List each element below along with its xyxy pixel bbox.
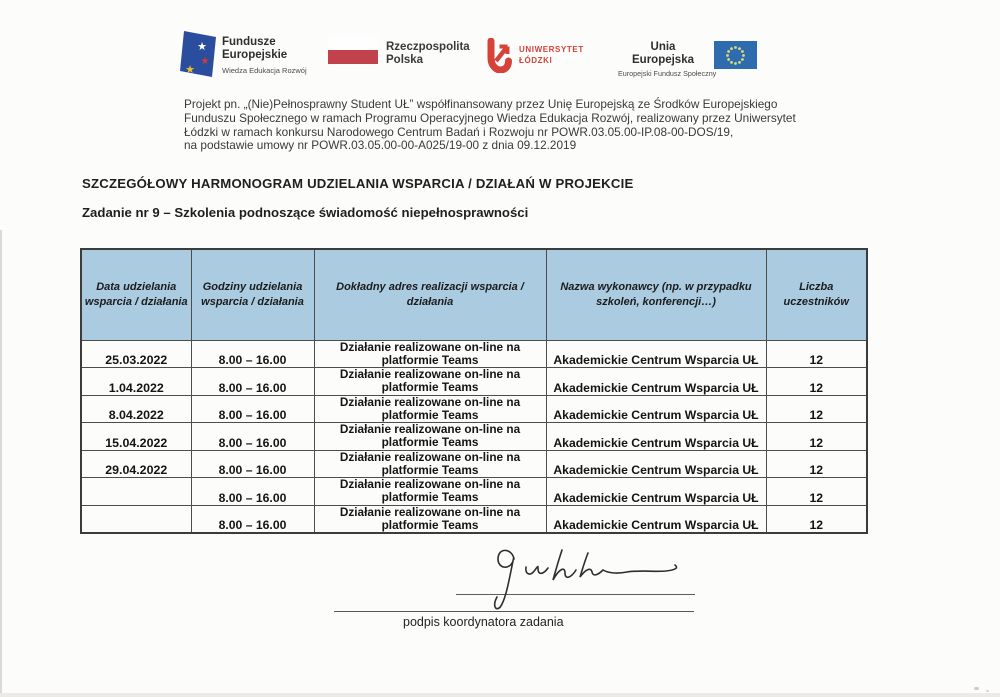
- fe-title-line2: Europejskie: [222, 49, 288, 61]
- cell-provider: Akademickie Centrum Wsparcia UŁ: [546, 450, 766, 478]
- ul-logo-text: [519, 45, 584, 66]
- table-row: [81, 423, 867, 451]
- cell-participants: 12: [766, 505, 867, 533]
- cell-hours: 8.00 – 16.00: [191, 423, 314, 451]
- header-provider: Nazwa wykonawcy (np. w przypadku szkoleń, konferencji…): [546, 249, 766, 340]
- signature-caption: podpis koordynatora zadania: [403, 615, 564, 629]
- cell-address: Działanie realizowane on-line na platformie Teams: [314, 505, 546, 533]
- svg-text:★: ★: [200, 56, 210, 67]
- cell-address: Działanie realizowane on-line na platformie Teams: [314, 423, 546, 451]
- poland-flag-icon: [328, 36, 378, 64]
- eu-logo-text: [618, 41, 717, 78]
- fe-title-line1: Fundusze: [222, 36, 276, 48]
- cell-provider: Akademickie Centrum Wsparcia UŁ: [546, 423, 766, 451]
- cell-date: 25.03.2022: [81, 340, 191, 368]
- cell-address: Działanie realizowane on-line na platformie Teams: [314, 368, 546, 396]
- project-intro-paragraph: [184, 98, 796, 153]
- svg-text:★: ★: [197, 41, 207, 53]
- cell-participants: 12: [766, 450, 867, 478]
- cell-provider: Akademickie Centrum Wsparcia UŁ: [546, 505, 766, 533]
- pl-line1: Rzeczpospolita: [386, 41, 470, 53]
- cell-participants: 12: [766, 478, 867, 506]
- header-participants: Liczba uczestników: [766, 249, 867, 340]
- scan-edge-left: [0, 230, 2, 697]
- cell-date: 15.04.2022: [81, 423, 191, 451]
- cell-address: Działanie realizowane on-line na platformie Teams: [314, 340, 546, 368]
- eu-subtitle: Europejski Fundusz Społeczny: [618, 69, 717, 78]
- cell-address: Działanie realizowane on-line na platformie Teams: [314, 478, 546, 506]
- cell-participants: 12: [766, 340, 867, 368]
- cell-provider: Akademickie Centrum Wsparcia UŁ: [546, 478, 766, 506]
- intro-line: Funduszu Społecznego w ramach Programu Operacyjnego Wiedza Edukacja Rozwój, realizowany przez Uniwersytet: [184, 110, 796, 125]
- table-row: [81, 340, 867, 368]
- cell-provider: Akademickie Centrum Wsparcia UŁ: [546, 340, 766, 368]
- cell-address: Działanie realizowane on-line na platformie Teams: [314, 395, 546, 423]
- header-hours: Godziny udzielania wsparcia / działania: [191, 249, 314, 340]
- main-heading: SZCZEGÓŁOWY HARMONOGRAM UDZIELANIA WSPARCIA / DZIAŁAŃ W PROJEKCIE: [82, 176, 634, 191]
- cell-hours: 8.00 – 16.00: [191, 450, 314, 478]
- header-date: Data udzielania wsparcia / działania: [81, 249, 191, 340]
- table-row: [81, 368, 867, 396]
- header-address: Dokładny adres realizacji wsparcia / działania: [314, 249, 546, 340]
- cell-date: 1.04.2022: [81, 368, 191, 396]
- task-heading: Zadanie nr 9 – Szkolenia podnoszące świadomość niepełnosprawności: [82, 205, 529, 220]
- eu-funds-flag-icon: [179, 30, 217, 78]
- scan-speck: [974, 687, 979, 690]
- cell-participants: 12: [766, 423, 867, 451]
- cell-hours: 8.00 – 16.00: [191, 505, 314, 533]
- schedule-table: [80, 248, 868, 534]
- university-of-lodz-icon: [486, 38, 513, 73]
- table-row: [81, 505, 867, 533]
- cell-date: 29.04.2022: [81, 450, 191, 478]
- cell-provider: Akademickie Centrum Wsparcia UŁ: [546, 395, 766, 423]
- signature-scribble: [468, 542, 703, 617]
- cell-participants: 12: [766, 368, 867, 396]
- ul-line2: ŁÓDZKI: [519, 55, 553, 65]
- intro-line: Projekt pn. „(Nie)Pełnosprawny Student UŁ” współfinansowany przez Unię Europejską ze Środków Europejskiego: [184, 97, 778, 111]
- table-header-row: [81, 249, 867, 340]
- cell-hours: 8.00 – 16.00: [191, 395, 314, 423]
- cell-date: [81, 478, 191, 506]
- fe-subtitle: Wiedza Edukacja Rozwój: [222, 66, 307, 75]
- pl-line2: Polska: [386, 54, 424, 66]
- fe-logo-text: [222, 36, 307, 75]
- scan-speck: [986, 690, 989, 692]
- eu-title: Unia Europejska: [632, 41, 694, 66]
- scan-edge-bottom: [0, 693, 1000, 697]
- cell-participants: 12: [766, 395, 867, 423]
- cell-date: [81, 505, 191, 533]
- cell-hours: 8.00 – 16.00: [191, 368, 314, 396]
- intro-line: na podstawie umowy nr POWR.03.05.00-00-A025/19-00 z dnia 09.12.2019: [184, 138, 577, 153]
- intro-line: Łódzki w ramach konkursu Narodowego Centrum Badań i Rozwoju nr POWR.03.05.00-IP.08-00-DOS/19,: [184, 124, 734, 139]
- svg-text:★: ★: [185, 64, 195, 76]
- cell-hours: 8.00 – 16.00: [191, 340, 314, 368]
- cell-address: Działanie realizowane on-line na platformie Teams: [314, 450, 546, 478]
- table-row: [81, 450, 867, 478]
- table-row: [81, 478, 867, 506]
- cell-provider: Akademickie Centrum Wsparcia UŁ: [546, 368, 766, 396]
- poland-logo-text: [386, 41, 470, 67]
- cell-date: 8.04.2022: [81, 395, 191, 423]
- eu-flag-icon: [714, 41, 757, 69]
- ul-line1: UNIWERSYTET: [519, 45, 584, 54]
- cell-hours: 8.00 – 16.00: [191, 478, 314, 506]
- table-row: [81, 395, 867, 423]
